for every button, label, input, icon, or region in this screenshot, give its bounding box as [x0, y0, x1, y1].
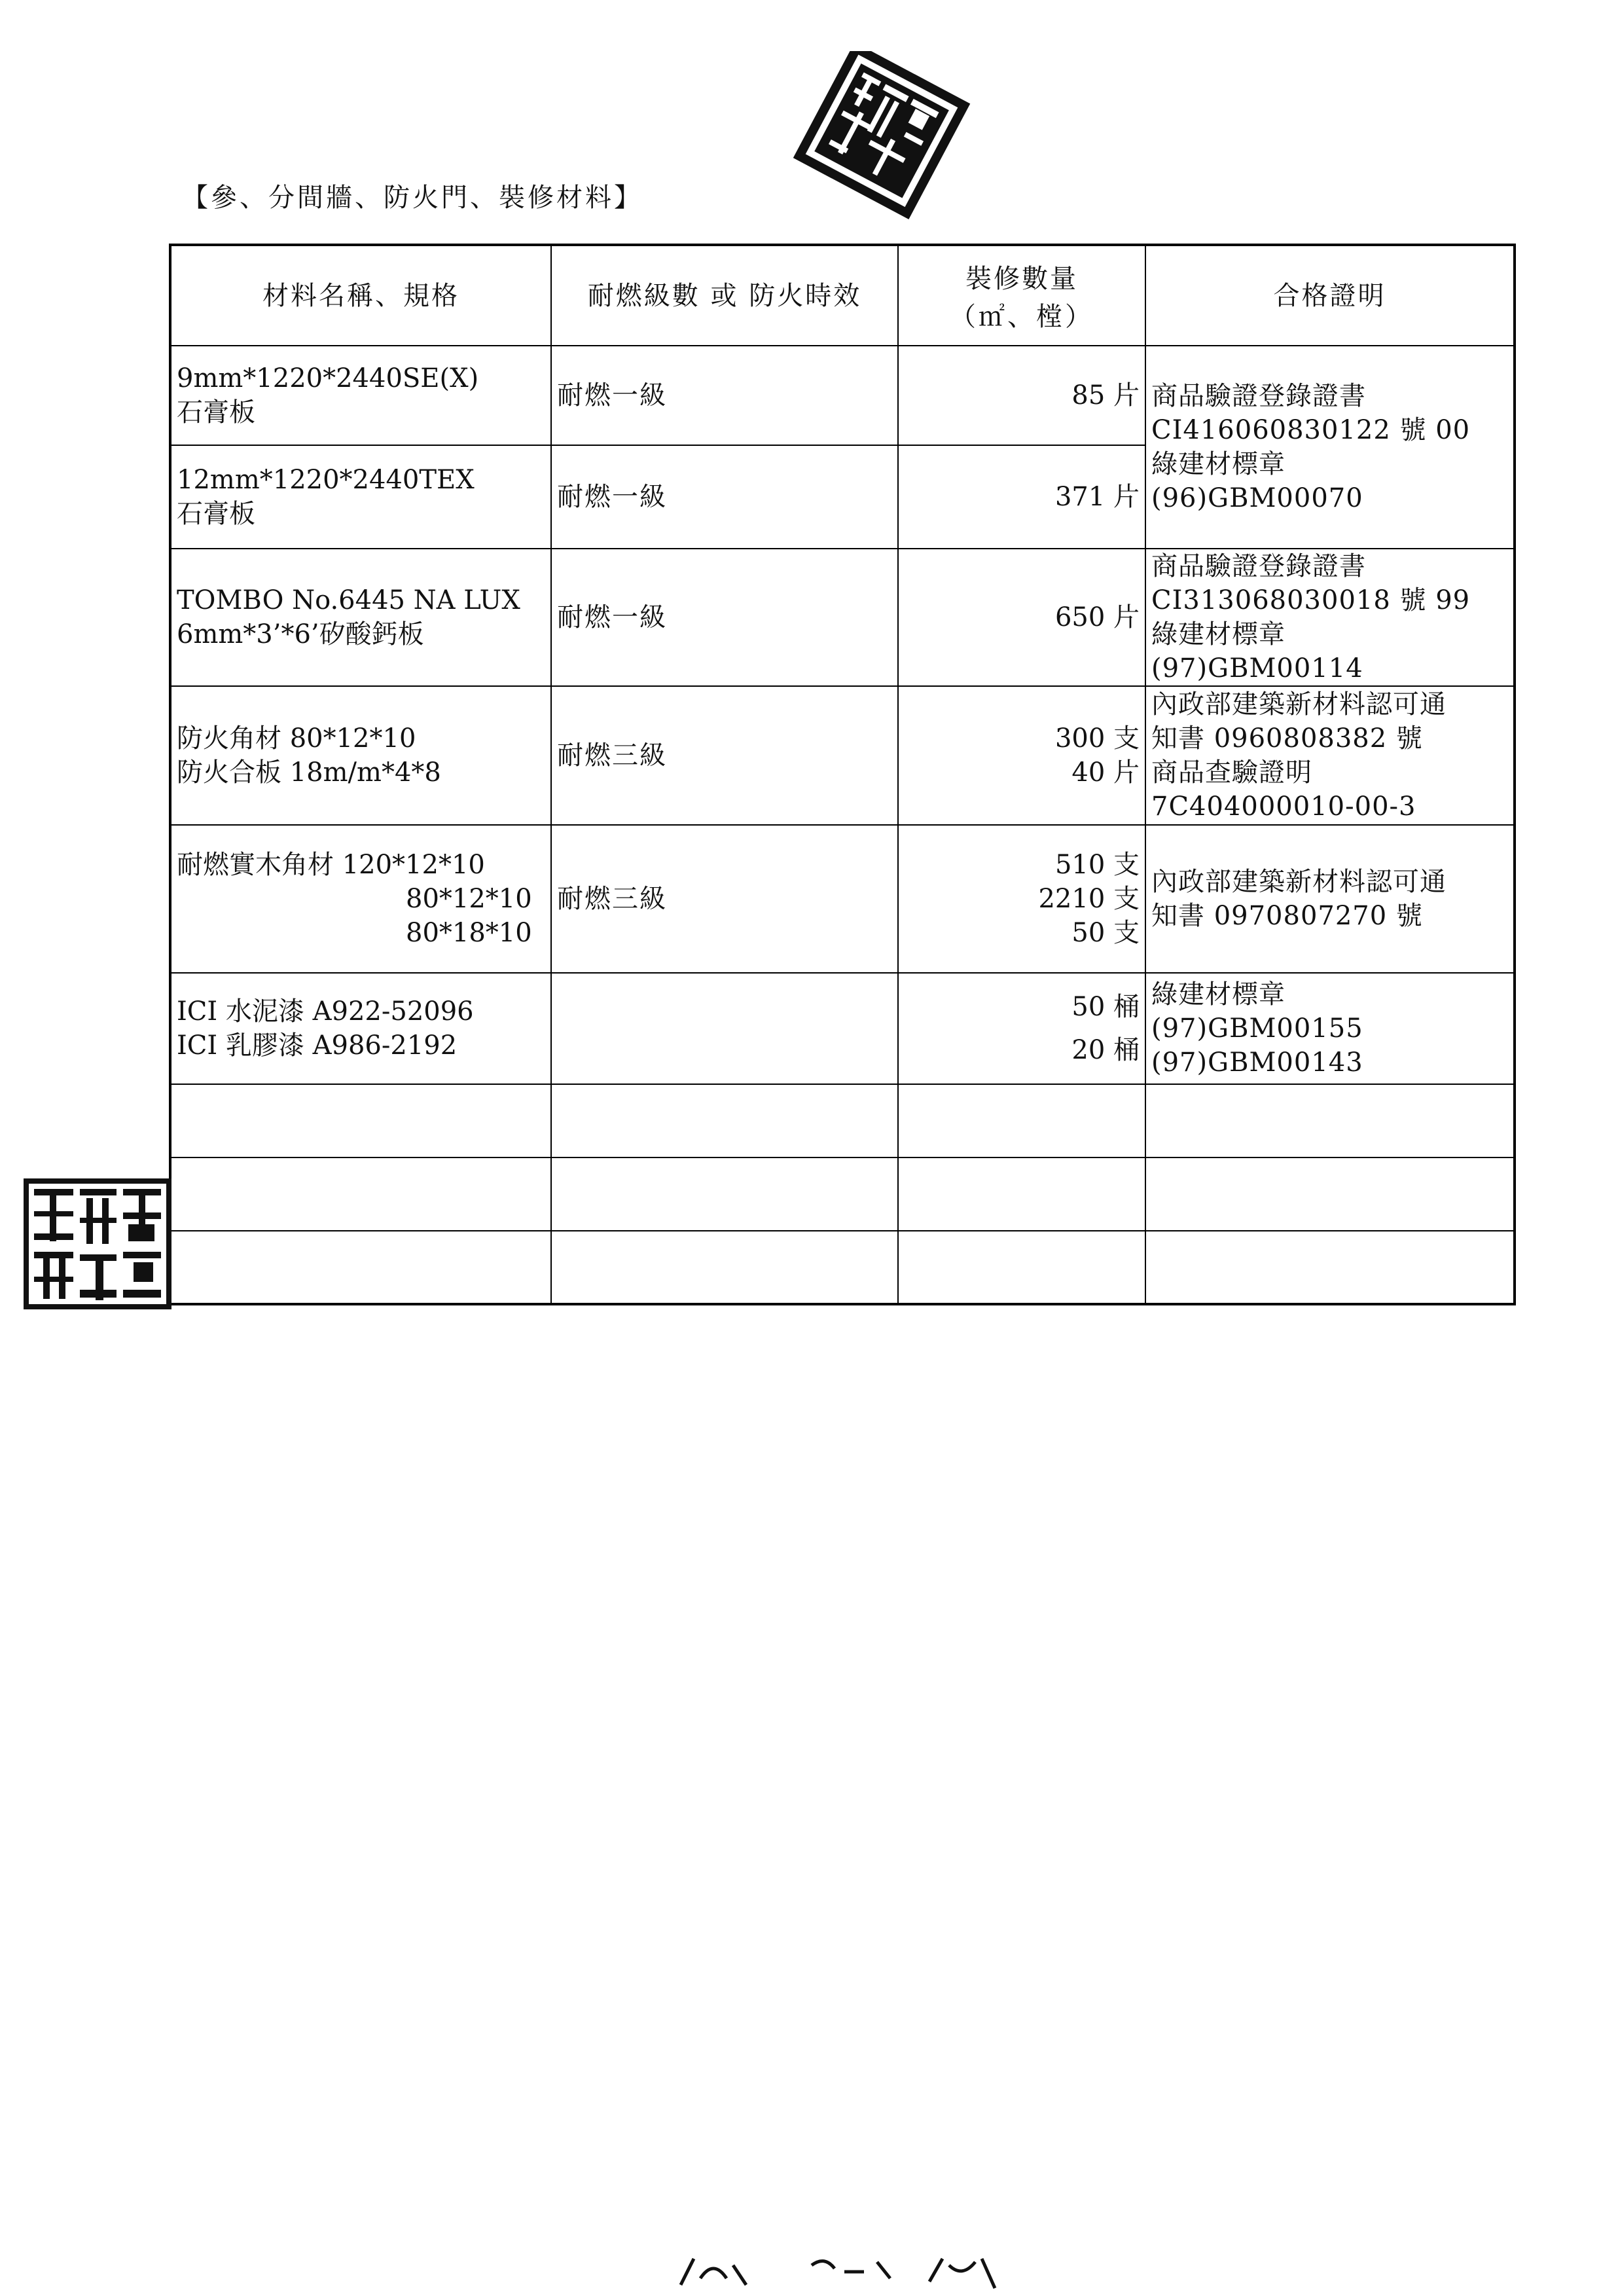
quantity: 650 片 — [898, 549, 1145, 686]
fire-grade: 耐燃一級 — [551, 346, 898, 445]
certificate: 內政部建築新材料認可通 知書 0970807270 號 — [1145, 825, 1515, 973]
table-header-row — [170, 245, 1515, 346]
quantity: 371 片 — [898, 445, 1145, 549]
table-row — [170, 825, 1515, 973]
certificate: 內政部建築新材料認可通 知書 0960808382 號 商品查驗證明 7C404000010-00-3 — [1145, 686, 1515, 825]
certificate: 綠建材標章 (97)GBM00155 (97)GBM00143 — [1145, 973, 1515, 1084]
section-title: 【參、分間牆、防火門、裝修材料】 — [182, 183, 643, 213]
signature-seal-stamp — [24, 1178, 171, 1309]
header-qty-line2: （㎡、樘） — [950, 301, 1094, 332]
material-name: TOMBO No.6445 NA LUX 6mm*3’*6’矽酸鈣板 — [170, 549, 551, 686]
quantity: 510 支 2210 支 50 支 — [898, 825, 1145, 973]
fire-grade: 耐燃一級 — [551, 549, 898, 686]
table-row — [170, 346, 1515, 445]
header-cert: 合格證明 — [1145, 245, 1515, 346]
certificate: 商品驗證登錄證書 CI313068030018 號 99 綠建材標章 (97)GBM00114 — [1145, 549, 1515, 686]
material-name: 12mm*1220*2440TEX 石膏板 — [170, 445, 551, 549]
fire-grade: 耐燃一級 — [551, 445, 898, 549]
quantity: 85 片 — [898, 346, 1145, 445]
fire-grade: 耐燃三級 — [551, 686, 898, 825]
table-row — [170, 549, 1515, 686]
material-name: 耐燃實木角材 120*12*10 80*12*10 80*18*10 — [170, 825, 551, 973]
table-row — [170, 686, 1515, 825]
material-name: 9mm*1220*2440SE(X) 石膏板 — [170, 346, 551, 445]
table-row — [170, 973, 1515, 1084]
quantity: 300 支 40 片 — [898, 686, 1145, 825]
material-name: ICI 水泥漆 A922-52096 ICI 乳膠漆 A986-2192 — [170, 973, 551, 1084]
handwritten-mark — [668, 2252, 1008, 2291]
materials-table — [169, 244, 1516, 1305]
empty-row — [170, 1084, 1515, 1157]
fire-grade — [551, 973, 898, 1084]
header-grade: 耐燃級數 或 防火時效 — [551, 245, 898, 346]
quantity: 50 桶 20 桶 — [898, 973, 1145, 1084]
material-name: 防火角材 80*12*10 防火合板 18m/m*4*8 — [170, 686, 551, 825]
header-name: 材料名稱、規格 — [170, 245, 551, 346]
empty-row — [170, 1157, 1515, 1231]
fire-grade: 耐燃三級 — [551, 825, 898, 973]
empty-row — [170, 1231, 1515, 1304]
certificate: 商品驗證登錄證書 CI416060830122 號 00 綠建材標章 (96)GBM00070 — [1145, 346, 1515, 549]
header-qty — [898, 245, 1145, 346]
official-seal-stamp — [759, 51, 995, 228]
header-qty-line1: 裝修數量 — [965, 263, 1078, 294]
